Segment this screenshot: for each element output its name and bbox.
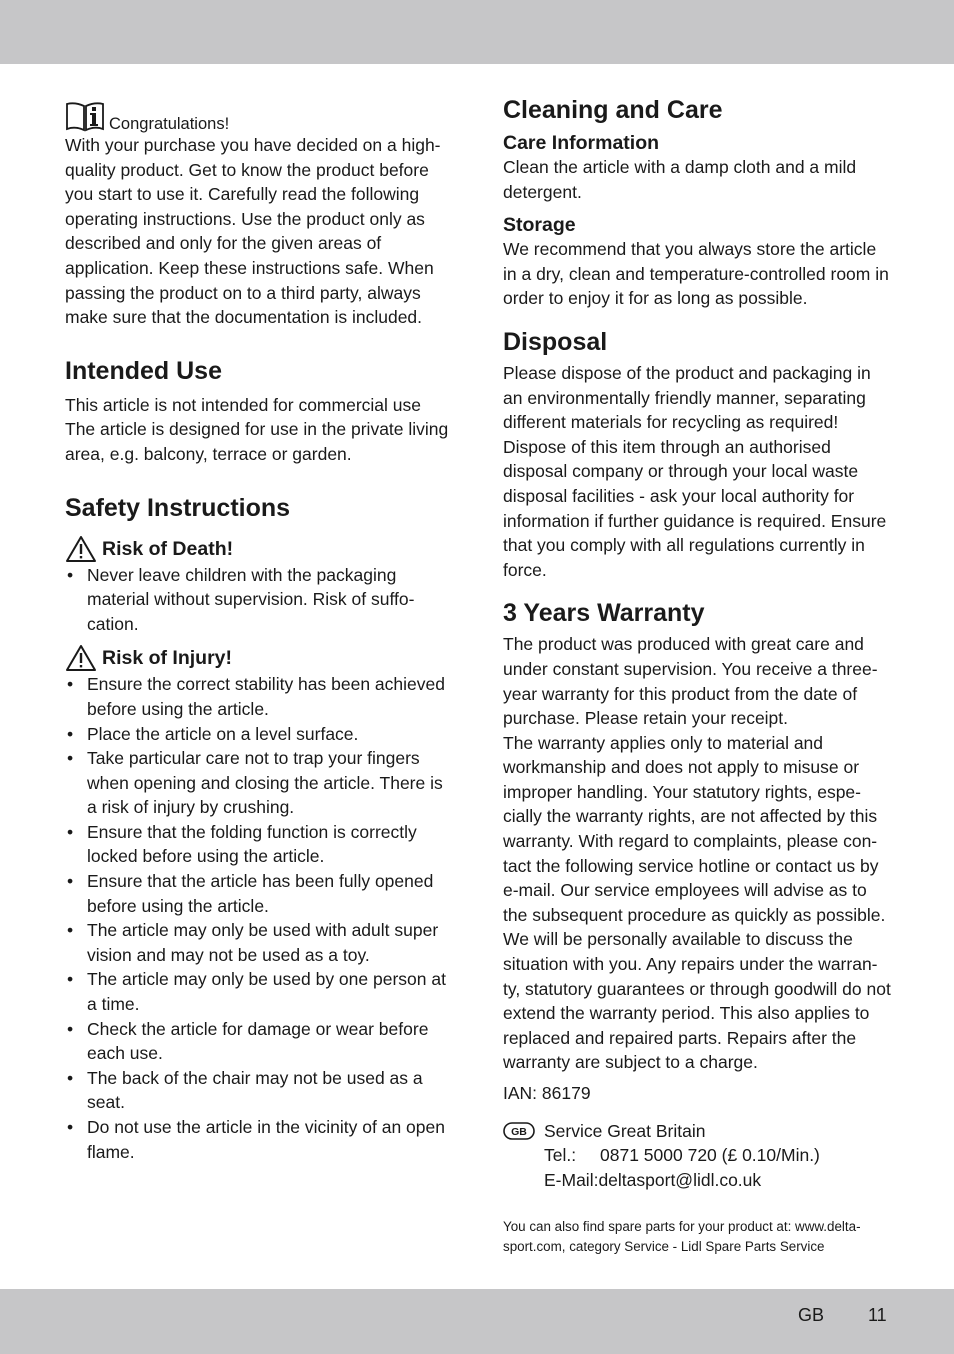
intro-paragraph: With your purchase you have decided on a high-quality product. Get to know the product before you start to use it. Carefully read the following operating instructions. Use the product only as described and only for the given areas of application. Keep these instructions safe. When passing the product on to a third party, always make sure that the documentation is included. [65, 135, 441, 328]
top-bar [0, 0, 954, 64]
list-item: • Place the article on a level surface. [65, 722, 453, 747]
ian-number: IAN: 86179 [503, 1083, 591, 1103]
care-information-paragraph: Clean the article with a damp cloth and a mild detergent. [503, 157, 857, 202]
list-item: • Ensure that the folding function is correctly locked before using the article. [65, 820, 453, 869]
service-contact-lines [544, 1119, 820, 1193]
gb-country-badge [503, 1122, 535, 1140]
disposal-heading: Disposal [503, 327, 608, 356]
risk-of-injury-list [65, 672, 453, 1164]
risk-of-death-heading [65, 535, 453, 563]
list-item: • Ensure that the article has been fully opened before using the article. [65, 869, 453, 918]
storage-title: Storage [503, 214, 576, 237]
congratulations-line [65, 90, 453, 133]
warning-triangle-icon [65, 535, 97, 563]
telephone-label: Tel.: [544, 1145, 577, 1166]
spare-parts-note: You can also find spare parts for your product at: www.delta-sport.com, category Service - Lidl Spare Parts Service [503, 1219, 861, 1254]
telephone-number: 0871 5000 720 (£ 0.10/Min.) [600, 1145, 820, 1166]
left-column [65, 90, 453, 1164]
service-email: E-Mail:deltasport@lidl.co.uk [544, 1169, 762, 1190]
service-telephone [544, 1143, 820, 1168]
page-number: 11 [868, 1305, 887, 1325]
warranty-heading: 3 Years Warranty [503, 599, 705, 628]
gb-badge-text: GB [511, 1125, 527, 1138]
risk-of-death-title: Risk of Death! [102, 537, 234, 560]
warning-triangle-icon [65, 644, 97, 672]
risk-of-injury-title: Risk of Injury! [102, 647, 233, 670]
service-name: Service Great Britain [544, 1120, 706, 1141]
list-item: • The article may only be used with adult super vision and may not be used as a toy. [65, 918, 453, 967]
care-information-title: Care Information [503, 132, 660, 154]
safety-heading: Safety Instructions [65, 493, 291, 522]
cleaning-heading: Cleaning and Care [503, 96, 723, 124]
list-item: • Do not use the article in the vicinity of an open flame. [65, 1115, 453, 1164]
info-book-icon [65, 101, 105, 133]
right-column [503, 90, 893, 1256]
storage-paragraph: We recommend that you always store the article in a dry, clean and temperature-controlled room in order to enjoy it for as long as possible. [503, 239, 889, 309]
risk-of-death-list [65, 563, 453, 637]
service-contact [503, 1119, 893, 1193]
warranty-paragraph-2: The warranty applies only to material and workmanship and does not apply to misuse or improper handling. Your statutory rights, espe-cially the warranty rights, are not affected by this warranty. With regard to complaints, please con-tact the following service hotline or contact us by e-mail. Our service employees will advise as to the subsequent procedure as quickly as possible. We will be personally available to discuss the situation with you. Any repairs under the warran-ty, statutory guarantees or through goodwill do not extend the warranty period. This also applies to replaced and repaired parts. Repairs after the warranty are subject to a charge. [503, 732, 891, 1073]
intended-use-heading: Intended Use [65, 356, 222, 385]
list-item: • Check the article for damage or wear before each use. [65, 1017, 453, 1066]
footer-language: GB [798, 1305, 825, 1325]
disposal-paragraph: Please dispose of the product and packaging in an environmentally friendly manner, separating different materials for recycling as required! Dispose of this item through an authorised disposal company or through your local waste disposal facilities - ask your local authority for information if further guidance is required. Ensure that you comply with all regulations currently in force. [503, 362, 887, 580]
congratulations-text: Congratulations! [109, 115, 230, 133]
warranty-paragraph-1: The product was produced with great care and under constant supervision. You receive a three-year warranty for this product from the date of purchase. Please retain your receipt. [503, 634, 878, 729]
intended-use-paragraph: This article is not intended for commercial use The article is designed for use in the private living area, e.g. balcony, terrace or garden. [65, 394, 449, 464]
list-item: • Take particular care not to trap your fingers when opening and closing the article. There is a risk of injury by crushing. [65, 746, 453, 820]
list-item: • The article may only be used by one person at a time. [65, 967, 453, 1016]
list-item: • The back of the chair may not be used as a seat. [65, 1066, 453, 1115]
list-item: • Ensure the correct stability has been achieved before using the article. [65, 672, 453, 721]
list-item: • Never leave children with the packaging material without supervision. Risk of suffo- cation. [65, 563, 453, 637]
risk-of-injury-heading [65, 644, 453, 672]
